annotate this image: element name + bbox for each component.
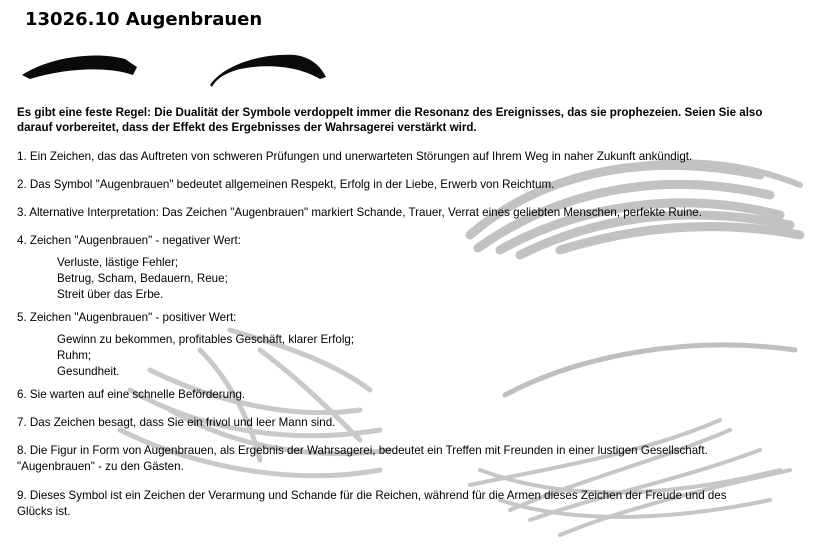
item-8-line-2: "Augenbrauen" - zu den Gästen.: [17, 460, 184, 473]
item-4-heading: 4. Zeichen "Augenbrauen" - negativer Wert:: [17, 234, 241, 247]
item-4-line: Streit über das Erbe.: [57, 288, 164, 301]
item-5-heading: 5. Zeichen "Augenbrauen" - positiver Wert:: [17, 311, 237, 324]
item-7: 7. Das Zeichen besagt, dass Sie ein frivol und leer Mann sind.: [17, 416, 336, 429]
right-eyebrow-icon: [210, 55, 326, 87]
page-title: 13026.10 Augenbrauen: [25, 9, 263, 30]
intro-line-1: Es gibt eine feste Regel: Die Dualität der Symbole verdoppelt immer die Resonanz des Ereignisses, das sie prophezeien. Seien Sie also: [17, 106, 763, 119]
item-9-line-2: Glücks ist.: [17, 505, 71, 518]
item-2: 2. Das Symbol "Augenbrauen" bedeutet allgemeinen Respekt, Erfolg in der Liebe, Erwerb von Reichtum.: [17, 178, 555, 191]
intro-line-2: darauf vorbereitet, dass der Effekt des Ergebnisses der Wahrsagerei verstärkt wird.: [17, 121, 477, 134]
eyebrows-icon: [0, 45, 817, 95]
item-3: 3. Alternative Interpretation: Das Zeichen "Augenbrauen" markiert Schande, Trauer, Verrat eines geliebten Menschen, perfekte Ruine.: [17, 206, 702, 219]
item-4-line: Betrug, Scham, Bedauern, Reue;: [57, 272, 228, 285]
item-5-line: Gewinn zu bekommen, profitables Geschäft, klarer Erfolg;: [57, 333, 355, 346]
item-8-line-1: 8. Die Figur in Form von Augenbrauen, als Ergebnis der Wahrsagerei, bedeutet ein Treffen mit Freunden in einer lustigen Gesellschaft.: [17, 444, 708, 457]
item-1: 1. Ein Zeichen, das das Auftreten von schweren Prüfungen und unerwarteten Störungen auf Ihrem Weg in naher Zukunft ankündigt.: [17, 150, 693, 163]
item-5-line: Ruhm;: [57, 349, 92, 362]
item-9-line-1: 9. Dieses Symbol ist ein Zeichen der Verarmung und Schande für die Reichen, während für die Armen dieses Zeichen der Freude und des: [17, 489, 727, 502]
item-6: 6. Sie warten auf eine schnelle Beförderung.: [17, 388, 246, 401]
left-eyebrow-icon: [22, 56, 137, 79]
eyelid-line-icon: [505, 345, 795, 395]
gray-lashes-right-icon: [470, 420, 790, 535]
item-5-line: Gesundheit.: [57, 365, 120, 378]
item-4-line: Verluste, lästige Fehler;: [57, 256, 179, 269]
